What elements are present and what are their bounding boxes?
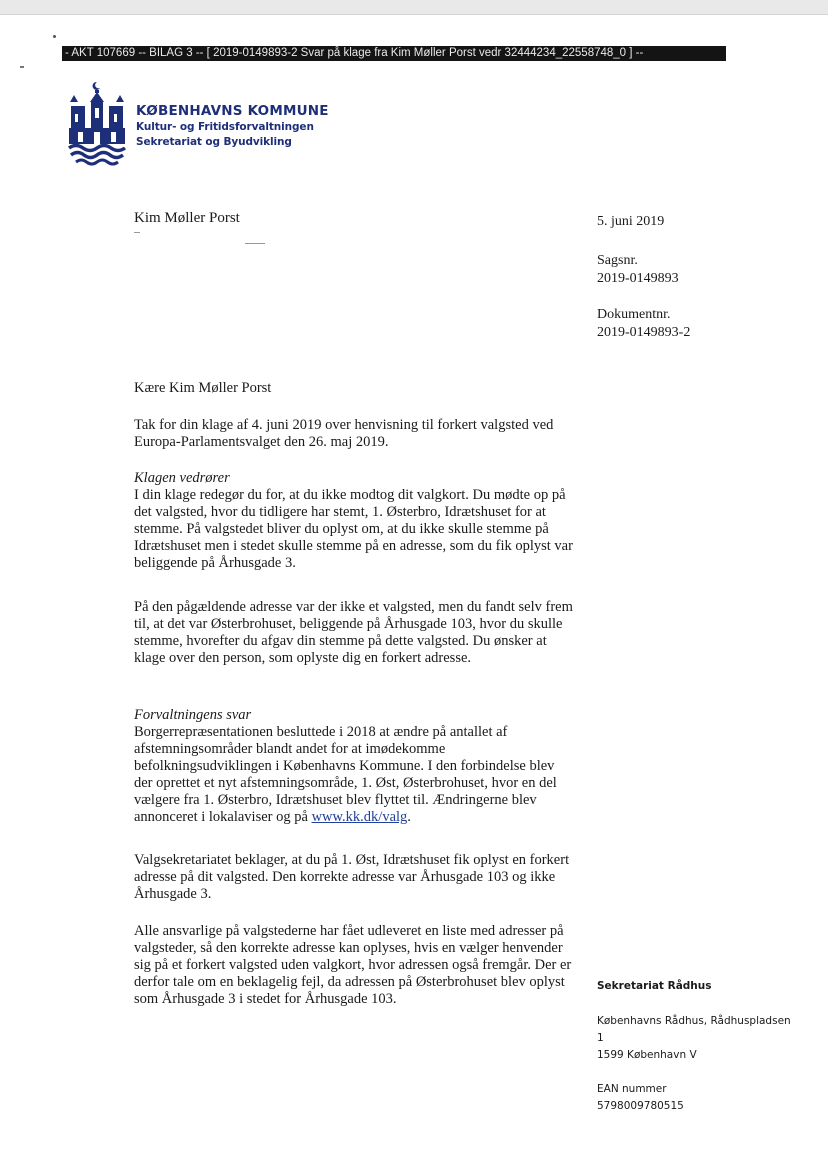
response-paragraph-1-end: . — [407, 809, 411, 825]
section-heading-complaint: Klagen vedrører — [134, 470, 230, 486]
section-complaint — [134, 470, 574, 572]
document-stamp-header: - AKT 107669 -- BILAG 3 -- [ 2019-0149893-2 Svar på klage fra Kim Møller Porst vedr 32444234_22558748_0 ] -- — [62, 46, 726, 61]
response-paragraph-2-block — [134, 852, 574, 903]
kommune-logo-icon — [68, 80, 126, 166]
salutation — [134, 380, 574, 397]
document-number: 2019-0149893-2 — [597, 325, 691, 340]
letter-date: 5. juni 2019 — [597, 214, 665, 229]
valg-link[interactable]: www.kk.dk/valg — [311, 809, 408, 825]
intro-text: Tak for din klage af 4. juni 2019 over henvisning til forkert valgsted ved Europa-Parlamentsvalget den 26. maj 2019. — [134, 417, 554, 450]
response-paragraph-1 — [134, 724, 574, 826]
recipient-name: Kim Møller Porst — [134, 210, 240, 226]
organization-block — [136, 102, 329, 150]
complaint-paragraph-1: I din klage redegør du for, at du ikke modtog dit valgkort. Du mødte op på det valgsted, hvor du tidligere har stemt, 1. Østerbro, Idrætshuset for at stemme. På valgstedet bliver du oplyst om, at du ikke skulle stemme på Idrætshuset men i stedet skulle stemme på en adresse, som du fik oplyst var beliggende på Århusgade 3. — [134, 487, 573, 571]
salutation-text: Kære Kim Møller Porst — [134, 380, 272, 396]
organization-unit: Sekretariat og Byudvikling — [136, 136, 292, 148]
scan-top-edge — [0, 0, 828, 15]
response-paragraph-3: Alle ansvarlige på valgstederne har fået udleveret en liste med adresser på valgsteder, så den korrekte adresse kan oplyses, hvis en vælger henvender sig på et forkert valgsted uden valgkort, hvor adressen også fremgår. Der er derfor tale om en beklagelig fejl, da adressen på Østerbrohuset blev oplyst som Århusgade 3 i stedet for Århusgade 103. — [134, 923, 572, 1007]
scan-speck — [53, 35, 56, 38]
ean-label: EAN nummer — [597, 1083, 667, 1095]
response-paragraph-1-text: Borgerrepræsentationen besluttede i 2018 at ændre på antallet af afstemningsområder blandt andet for at imødekomme befolkningsudviklingen i Københavns Kommune. I den forbindelse blev der oprettet et nyt afstemningsområde, 1. Øst, Østerbrohuset, hvor en del vælgere fra 1. Østerbro, Idrætshuset blev flyttet til. Ændringerne blev annonceret i lokalaviser og på — [134, 724, 557, 825]
scan-speck — [20, 66, 24, 68]
response-paragraph-2: Valgsekretariatet beklager, at du på 1. Øst, Idrætshuset fik oplyst en forkert adresse på dit valgsted. Den korrekte adresse var Århusgade 103 og ikke Århusgade 3. — [134, 852, 570, 902]
ean-number: 5798009780515 — [597, 1100, 684, 1112]
complaint-paragraph-2-block — [134, 599, 574, 667]
document-label: Dokumentnr. — [597, 307, 671, 322]
section-heading-response: Forvaltningens svar — [134, 707, 252, 723]
office-address-line-2: 1 — [597, 1032, 604, 1044]
organization-name: KØBENHAVNS KOMMUNE — [136, 103, 329, 119]
section-response — [134, 707, 574, 826]
office-address-line-1: Københavns Rådhus, Rådhuspladsen — [597, 1015, 791, 1027]
case-number: 2019-0149893 — [597, 271, 679, 286]
office-name: Sekretariat Rådhus — [597, 980, 712, 992]
complaint-paragraph-2: På den pågældende adresse var der ikke et valgsted, men du fandt selv frem til, at det var Østerbrohuset, beliggende på Århusgade 103, hvor du skulle stemme, hvorefter du afgav din stemme på dette valgsted. Du ønsker at klage over den person, som oplyste dig en forkert adresse. — [134, 599, 573, 666]
intro-paragraph — [134, 417, 574, 451]
office-address-line-3: 1599 København V — [597, 1049, 697, 1061]
case-label: Sagsnr. — [597, 253, 638, 268]
redacted-line — [245, 243, 265, 244]
response-paragraph-3-block — [134, 923, 574, 1008]
organization-department: Kultur- og Fritidsforvaltningen — [136, 121, 314, 133]
redacted-line — [134, 232, 140, 233]
